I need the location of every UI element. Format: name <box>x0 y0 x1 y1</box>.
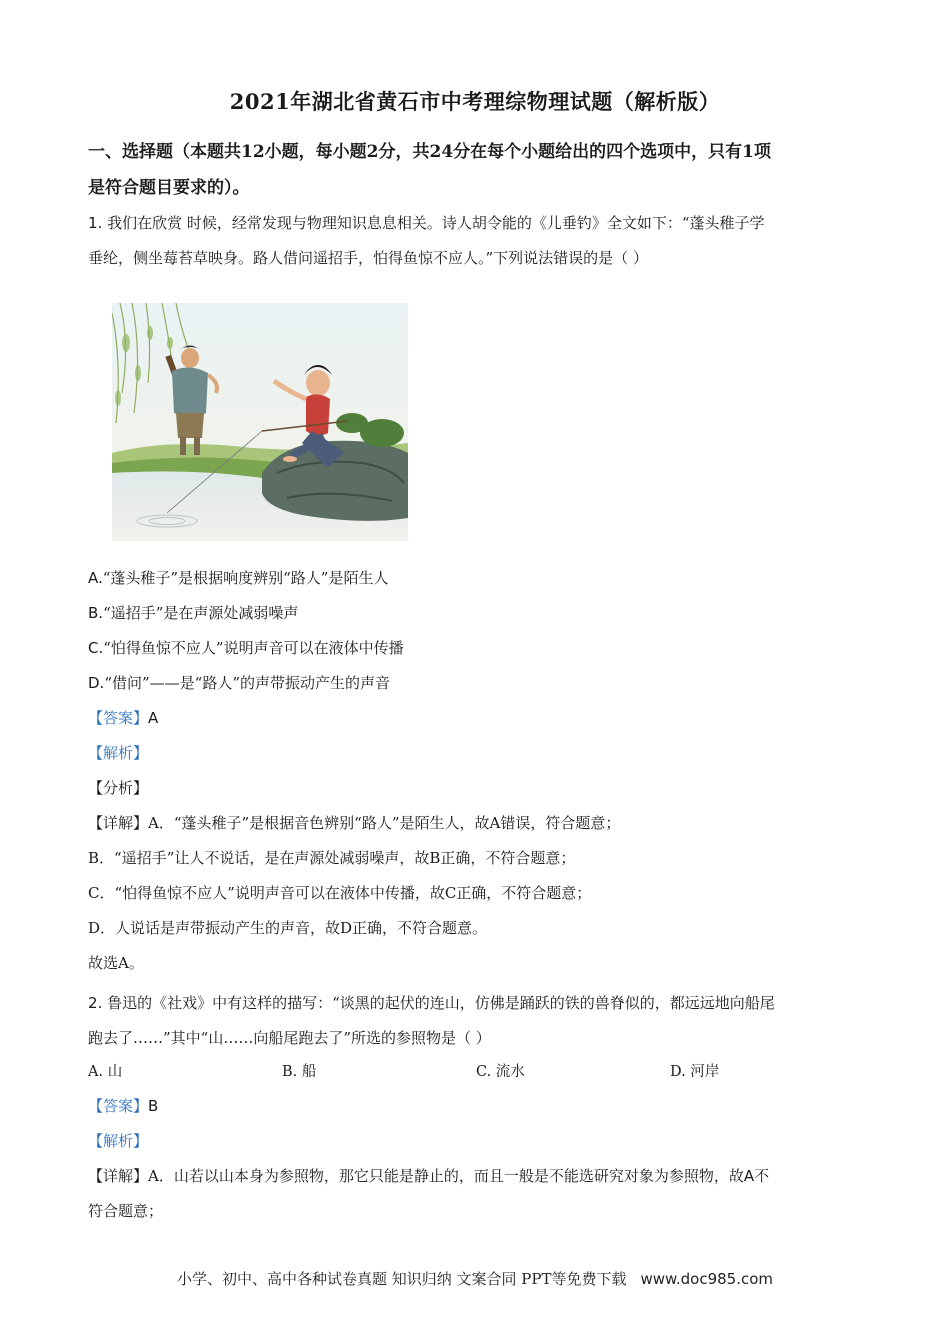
option-c: C.“怕得鱼惊不应人”说明声音可以在液体中传播 <box>88 639 404 657</box>
answer-line: 【答案】A <box>88 709 159 727</box>
option-d: D.“借问”——是“路人”的声带振动产生的声音 <box>88 674 391 692</box>
footer-text: 小学、初中、高中各种试卷真题 知识归纳 文案合同 PPT等免费下载 <box>176 1270 627 1288</box>
analysis-tag: 【解析】 <box>88 744 149 762</box>
question-number: 2. <box>88 994 103 1012</box>
detail-line-1: 【详解】A．“蓬头稚子”是根据音色辨别“路人”是陌生人，故A错误，符合题意； <box>88 814 621 832</box>
question-2-options <box>88 1058 878 1086</box>
question-1-stem-line-2: 垂纶，侧坐莓苔草映身。路人借问遥招手，怕得鱼惊不应人。”下列说法错误的是（ ） <box>88 249 648 267</box>
section-heading-line-1: 一、选择题（本题共12小题，每小题2分，共24分在每个小题给出的四个选项中，只有1项 <box>88 142 771 162</box>
option-a: A. 山 <box>88 1064 123 1080</box>
option-d: D. 河岸 <box>670 1064 720 1080</box>
detail-line-3: C．“怕得鱼惊不应人”说明声音可以在液体中传播，故C正确，不符合题意； <box>88 884 592 902</box>
question-number: 1. <box>88 214 103 232</box>
question-2-stem-line-1: 鲁迅的《社戏》中有这样的描写：“谈黑的起伏的连山，仿佛是踊跃的铁的兽脊似的，都远远地向船尾 <box>107 994 775 1012</box>
analysis-tag: 【解析】 <box>88 1132 149 1150</box>
question-2-stem-line-2: 跑去了……”其中“山……向船尾跑去了”所选的参照物是（ ） <box>88 1029 491 1047</box>
question-2-stem <box>88 986 878 1056</box>
page-title: 2021年湖北省黄石市中考理综物理试题（解析版） <box>229 89 721 114</box>
option-c: C. 流水 <box>476 1064 525 1080</box>
page-footer <box>0 1268 950 1289</box>
question-2-answer <box>88 1089 878 1229</box>
section-heading-line-2: 是符合题目要求的）。 <box>88 178 250 198</box>
detail-line-1: 【详解】A．山若以山本身为参照物，那它只能是静止的，而且一般是不能选研究对象为参照物，故A不 <box>88 1167 770 1185</box>
option-a: A.“蓬头稚子”是根据响度辨别“路人”是陌生人 <box>88 569 389 587</box>
footer-url: www.doc985.com <box>640 1270 774 1288</box>
fenxi-tag: 【分析】 <box>88 779 149 797</box>
detail-conclusion: 故选A。 <box>88 954 144 972</box>
question-1-options <box>88 561 878 981</box>
section-heading <box>88 134 878 206</box>
fishing-illustration <box>112 303 408 541</box>
question-1-stem-line-1: 我们在欣赏 时候，经常发现与物理知识息息相关。诗人胡令能的《儿垂钓》全文如下：“蓬头稚子学 <box>107 214 765 232</box>
option-b: B.“遥招手”是在声源处减弱噪声 <box>88 604 299 622</box>
question-1-stem <box>88 206 878 276</box>
option-b: B. 船 <box>282 1064 317 1080</box>
detail-line-2: 符合题意； <box>88 1202 164 1220</box>
detail-line-2: B．“遥招手”让人不说话，是在声源处减弱噪声，故B正确，不符合题意； <box>88 849 576 867</box>
answer-line: 【答案】B <box>88 1097 159 1115</box>
detail-line-4: D．人说话是声带振动产生的声音，故D正确，不符合题意。 <box>88 919 488 937</box>
